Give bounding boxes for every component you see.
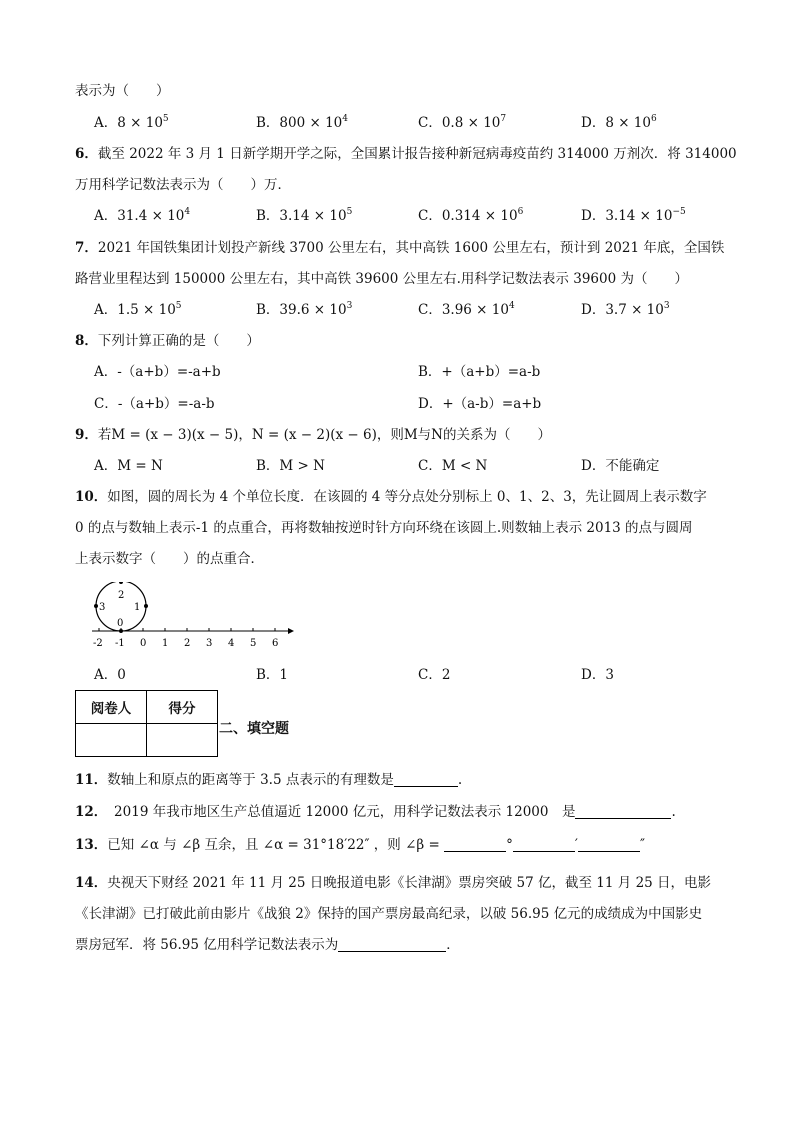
q14-stem-line3: 票房冠军．将 56.95 亿用科学记数法表示为 ． <box>75 937 460 953</box>
q5-stem-tail: 表示为（ ） <box>75 83 170 99</box>
q14-stem-line2: 《长津湖》已打破此前由影片《战狼 2》保持的国产票房最高纪录，以破 56.95 亿元的成绩成为中国影史 <box>75 906 703 922</box>
q10-option-c: C．2 <box>418 667 451 683</box>
q5-option-d: D．$8 \times 10^6$ <box>581 114 657 131</box>
q7-option-b: B．$39.6 \times 10^3$ <box>256 301 353 318</box>
q5-option-b: B．$800 \times 10^4$ <box>256 114 348 131</box>
q7-option-c: C．$3.96 \times 10^4$ <box>418 301 515 318</box>
q10-circle-label-2: 2 <box>118 590 125 601</box>
q9-option-b: B．M > N <box>256 458 325 474</box>
q8-stem: 8．下列计算正确的是（ ） <box>75 333 260 349</box>
q10-circle-label-1: 1 <box>134 602 141 613</box>
q9-option-c: C．M < N <box>418 458 488 474</box>
q9-stem: 9．若M = (x − 3)(x − 5)，N = (x − 2)(x − 6)，则M与N的关系为（ ） <box>75 427 551 443</box>
q10-axis-tick-label: 5 <box>250 638 257 649</box>
q10-axis-tick-label: 2 <box>184 638 191 649</box>
q10-axis-arrow <box>288 628 294 634</box>
q12-answer-blank[interactable] <box>575 804 671 819</box>
q10-axis-tick-label: 3 <box>206 638 213 649</box>
q10-circle-label-0: 0 <box>117 618 124 629</box>
q9-option-a: A．M = N <box>94 458 163 474</box>
q10-option-a: A．0 <box>94 667 126 683</box>
q6-option-a: A．$31.4 \times 10^4$ <box>94 207 191 224</box>
q5-option-c: C．$0.8 \times 10^7$ <box>418 114 507 131</box>
q10-figure <box>88 582 318 652</box>
q12-stem: 12． 2019 年我市地区生产总值逼近 12000 亿元，用科学记数法表示 12000 是 . <box>75 804 676 820</box>
q10-circle-dot-left <box>94 604 98 608</box>
q8-option-a: A．-（a+b）=-a+b <box>94 364 221 380</box>
q7-stem-line1: 7．2021 年国铁集团计划投产新线 3700 公里左右，其中高铁 1600 公里左右，预计到 2021 年底，全国铁 <box>75 240 725 256</box>
q6-option-d: D．$3.14 \times 10^{-5}$ <box>581 207 686 224</box>
q13-second-blank[interactable] <box>578 837 640 852</box>
score-table-header-grader: 阅卷人 <box>76 691 147 724</box>
q10-axis-tick-label: 4 <box>228 638 235 649</box>
q10-circle-dot-top <box>119 582 123 584</box>
q10-axis-tick-label: 0 <box>140 638 147 649</box>
q10-option-d: D．3 <box>581 667 614 683</box>
score-table <box>75 690 218 757</box>
q10-circle-label-3: 3 <box>99 602 106 613</box>
q8-option-d: D．+（a-b）=a+b <box>418 396 542 412</box>
q8-option-c: C．-（a+b）=-a-b <box>94 396 215 412</box>
score-table-grader-cell[interactable] <box>76 724 147 757</box>
q10-axis-tick-label: -1 <box>115 638 125 649</box>
q10-axis-tick-label: 1 <box>162 638 169 649</box>
q7-option-d: D．$3.7 \times 10^3$ <box>581 301 670 318</box>
q10-circle-dot-right <box>144 604 148 608</box>
q6-option-c: C．$0.314 \times 10^6$ <box>418 207 524 224</box>
q5-option-a: A．$8 \times 10^5$ <box>94 114 169 131</box>
q13-minute-blank[interactable] <box>513 837 575 852</box>
q9-option-d: D．不能确定 <box>581 458 660 474</box>
q10-option-b: B．1 <box>256 667 289 683</box>
score-table-score-cell[interactable] <box>147 724 218 757</box>
section-title-fill-in: 二、填空题 <box>219 721 289 737</box>
q10-stem-line2: 0 的点与数轴上表示-1 的点重合，再将数轴按逆时针方向环绕在该圆上.则数轴上表示 2013 的点与圆周 <box>75 520 693 536</box>
q10-stem-line3: 上表示数字（ ）的点重合． <box>75 551 264 567</box>
q8-option-b: B．+（a+b）=a-b <box>418 364 541 380</box>
q13-stem: 13．已知 ∠α 与 ∠β 互余，且 ∠α = 31°18′22″ ，则 ∠β = ° ′ ″ <box>75 837 645 853</box>
q10-axis-tick-label: -2 <box>93 638 103 649</box>
q11-stem: 11．数轴上和原点的距离等于 3.5 点表示的有理数是 . <box>75 772 463 788</box>
q13-degree-blank[interactable] <box>444 837 506 852</box>
q10-axis-tick-label: 6 <box>272 638 279 649</box>
q11-answer-blank[interactable] <box>394 772 458 787</box>
q6-stem-line1: 6．截至 2022 年 3 月 1 日新学期开学之际，全国累计报告接种新冠病毒疫苗约 314000 万剂次．将 314000 <box>75 146 737 162</box>
q7-option-a: A．$1.5 \times 10^5$ <box>94 301 182 318</box>
q14-stem-line1: 14．央视天下财经 2021 年 11 月 25 日晚报道电影《长津湖》票房突破 57 亿，截至 11 月 25 日，电影 <box>75 875 712 891</box>
score-table-header-score: 得分 <box>147 691 218 724</box>
q10-stem-line1: 10．如图，圆的周长为 4 个单位长度．在该圆的 4 等分点处分别标上 0、1、2、3，先让圆周上表示数字 <box>75 489 707 505</box>
q6-option-b: B．$3.14 \times 10^5$ <box>256 207 353 224</box>
q14-answer-blank[interactable] <box>338 937 446 952</box>
q7-stem-line2: 路营业里程达到 150000 公里左右，其中高铁 39600 公里左右.用科学记数法表示 39600 为（ ） <box>75 271 688 287</box>
q6-stem-line2: 万用科学记数法表示为（ ）万． <box>75 177 291 193</box>
